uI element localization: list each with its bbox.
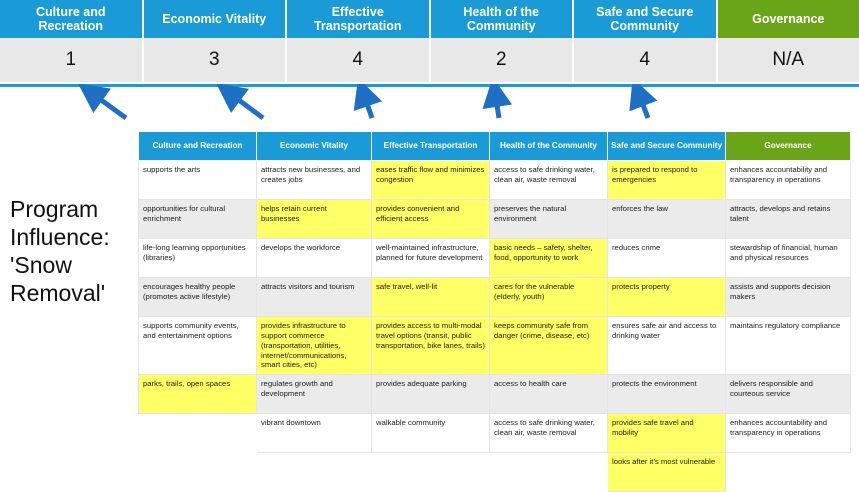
matrix-cell: walkable community	[372, 414, 490, 453]
matrix-cell: safe travel, well-lit	[372, 278, 490, 317]
matrix-cell: attracts, develops and retains talent	[726, 200, 851, 239]
matrix-cell	[490, 453, 608, 492]
matrix-cell: preserves the natural environment	[490, 200, 608, 239]
band-header-health-of-the-community	[431, 0, 575, 38]
matrix-header-culture-and-recreation: Culture and Recreation	[139, 132, 257, 161]
matrix-header-row	[139, 132, 851, 161]
matrix-header-effective-transportation: Effective Transportation	[372, 132, 490, 161]
band-header-label: Governance	[752, 12, 824, 26]
program-influence-caption	[10, 195, 138, 307]
matrix-cell: life-long learning opportunities (libraries)	[139, 239, 257, 278]
matrix-cell: enhances accountability and transparency in operations	[726, 414, 851, 453]
outcomes-matrix-table	[138, 131, 851, 492]
table-row	[139, 200, 851, 239]
arrow-up-left-icon-5	[638, 92, 648, 118]
matrix-cell: delivers responsible and courteous service	[726, 375, 851, 414]
matrix-cell: basic needs – safety, shelter, food, opportunity to work	[490, 239, 608, 278]
matrix-header-economic-vitality: Economic Vitality	[257, 132, 372, 161]
matrix-cell: cares for the vulnerable (elderly, youth)	[490, 278, 608, 317]
matrix-cell: well-maintained infrastructure, planned for future development	[372, 239, 490, 278]
band-header-safe-and-secure-community	[574, 0, 718, 38]
matrix-cell: vibrant downtown	[257, 414, 372, 453]
caption-line-1: Program	[10, 195, 138, 223]
matrix-cell: supports community events, and entertainment options	[139, 317, 257, 375]
matrix-cell: protects property	[608, 278, 726, 317]
matrix-cell: eases traffic flow and minimizes congestion	[372, 161, 490, 200]
matrix-cell: parks, trails, open spaces	[139, 375, 257, 414]
band-score-culture-and-recreation: 1	[0, 38, 144, 82]
matrix-cell: access to safe drinking water, clean air, waste removal	[490, 161, 608, 200]
matrix-cell: reduces crime	[608, 239, 726, 278]
matrix-body	[139, 161, 851, 492]
matrix-cell: enforces the law	[608, 200, 726, 239]
matrix-cell: helps retain current businesses	[257, 200, 372, 239]
matrix-cell: access to safe drinking water, clean air, waste removal	[490, 414, 608, 453]
matrix-cell	[257, 453, 372, 492]
matrix-cell	[372, 453, 490, 492]
matrix-cell: assists and supports decision makers	[726, 278, 851, 317]
matrix-cell: develops the workforce	[257, 239, 372, 278]
matrix-cell: attracts new businesses, and creates jobs	[257, 161, 372, 200]
matrix-cell: provides convenient and efficient access	[372, 200, 490, 239]
arrow-group	[0, 84, 859, 136]
caption-line-3: 'Snow	[10, 251, 138, 279]
matrix-cell	[139, 453, 257, 492]
arrow-up-left-icon-2	[228, 92, 263, 118]
matrix-cell: stewardship of financial, human and physical resources	[726, 239, 851, 278]
band-header-label: Health of the Community	[435, 5, 569, 33]
band-score-health-of-the-community: 2	[431, 38, 575, 82]
matrix-header-governance: Governance	[726, 132, 851, 161]
matrix-cell: keeps community safe from danger (crime, disease, etc)	[490, 317, 608, 375]
table-row	[139, 239, 851, 278]
band-score-effective-transportation: 4	[287, 38, 431, 82]
matrix-cell: encourages healthy people (promotes active lifestyle)	[139, 278, 257, 317]
band-score-economic-vitality: 3	[144, 38, 288, 82]
band-header-row	[0, 0, 859, 38]
band-score-row	[0, 38, 859, 82]
matrix-cell	[139, 414, 257, 453]
matrix-cell: provides adequate parking	[372, 375, 490, 414]
band-header-culture-and-recreation	[0, 0, 144, 38]
band-header-economic-vitality	[144, 0, 288, 38]
band-header-label: Economic Vitality	[162, 12, 266, 26]
matrix-cell: maintains regulatory compliance	[726, 317, 851, 375]
matrix-cell: provides infrastructure to support commerce (transportation, utilities, internet/communications, smart cities, etc)	[257, 317, 372, 375]
matrix-cell: enhances accountability and transparency in operations	[726, 161, 851, 200]
matrix-cell: opportunities for cultural enrichment	[139, 200, 257, 239]
band-header-label: Safe and Secure Community	[578, 5, 712, 33]
matrix-cell	[726, 453, 851, 492]
band-header-label: Culture and Recreation	[4, 5, 138, 33]
strategic-outcomes-band	[0, 0, 859, 88]
table-row	[139, 375, 851, 414]
table-row	[139, 414, 851, 453]
matrix-cell: is prepared to respond to emergencies	[608, 161, 726, 200]
matrix-cell: provides safe travel and mobility	[608, 414, 726, 453]
band-score-governance: N/A	[718, 38, 859, 82]
table-row	[139, 161, 851, 200]
matrix-cell: ensures safe air and access to drinking water	[608, 317, 726, 375]
matrix-cell: regulates growth and development	[257, 375, 372, 414]
band-header-governance	[718, 0, 859, 38]
caption-line-4: Removal'	[10, 279, 138, 307]
table-row	[139, 278, 851, 317]
matrix-header-health-of-the-community: Health of the Community	[490, 132, 608, 161]
band-score-safe-and-secure-community: 4	[574, 38, 718, 82]
matrix-cell: looks after it's most vulnerable	[608, 453, 726, 492]
matrix-cell: access to health care	[490, 375, 608, 414]
table-row	[139, 317, 851, 375]
matrix-header-safe-and-secure-community: Safe and Secure Community	[608, 132, 726, 161]
matrix-cell: supports the arts	[139, 161, 257, 200]
arrow-up-left-icon-4	[495, 92, 499, 118]
arrow-up-left-icon-1	[90, 92, 126, 118]
matrix-cell: protects the environment	[608, 375, 726, 414]
caption-line-2: Influence:	[10, 223, 138, 251]
matrix-cell: attracts visitors and tourism	[257, 278, 372, 317]
matrix-cell: provides access to multi-modal travel options (transit, public transportation, bike lanes, trails)	[372, 317, 490, 375]
arrow-up-left-icon-3	[363, 92, 372, 118]
table-row	[139, 453, 851, 492]
band-header-label: Effective Transportation	[291, 5, 425, 33]
band-header-effective-transportation	[287, 0, 431, 38]
